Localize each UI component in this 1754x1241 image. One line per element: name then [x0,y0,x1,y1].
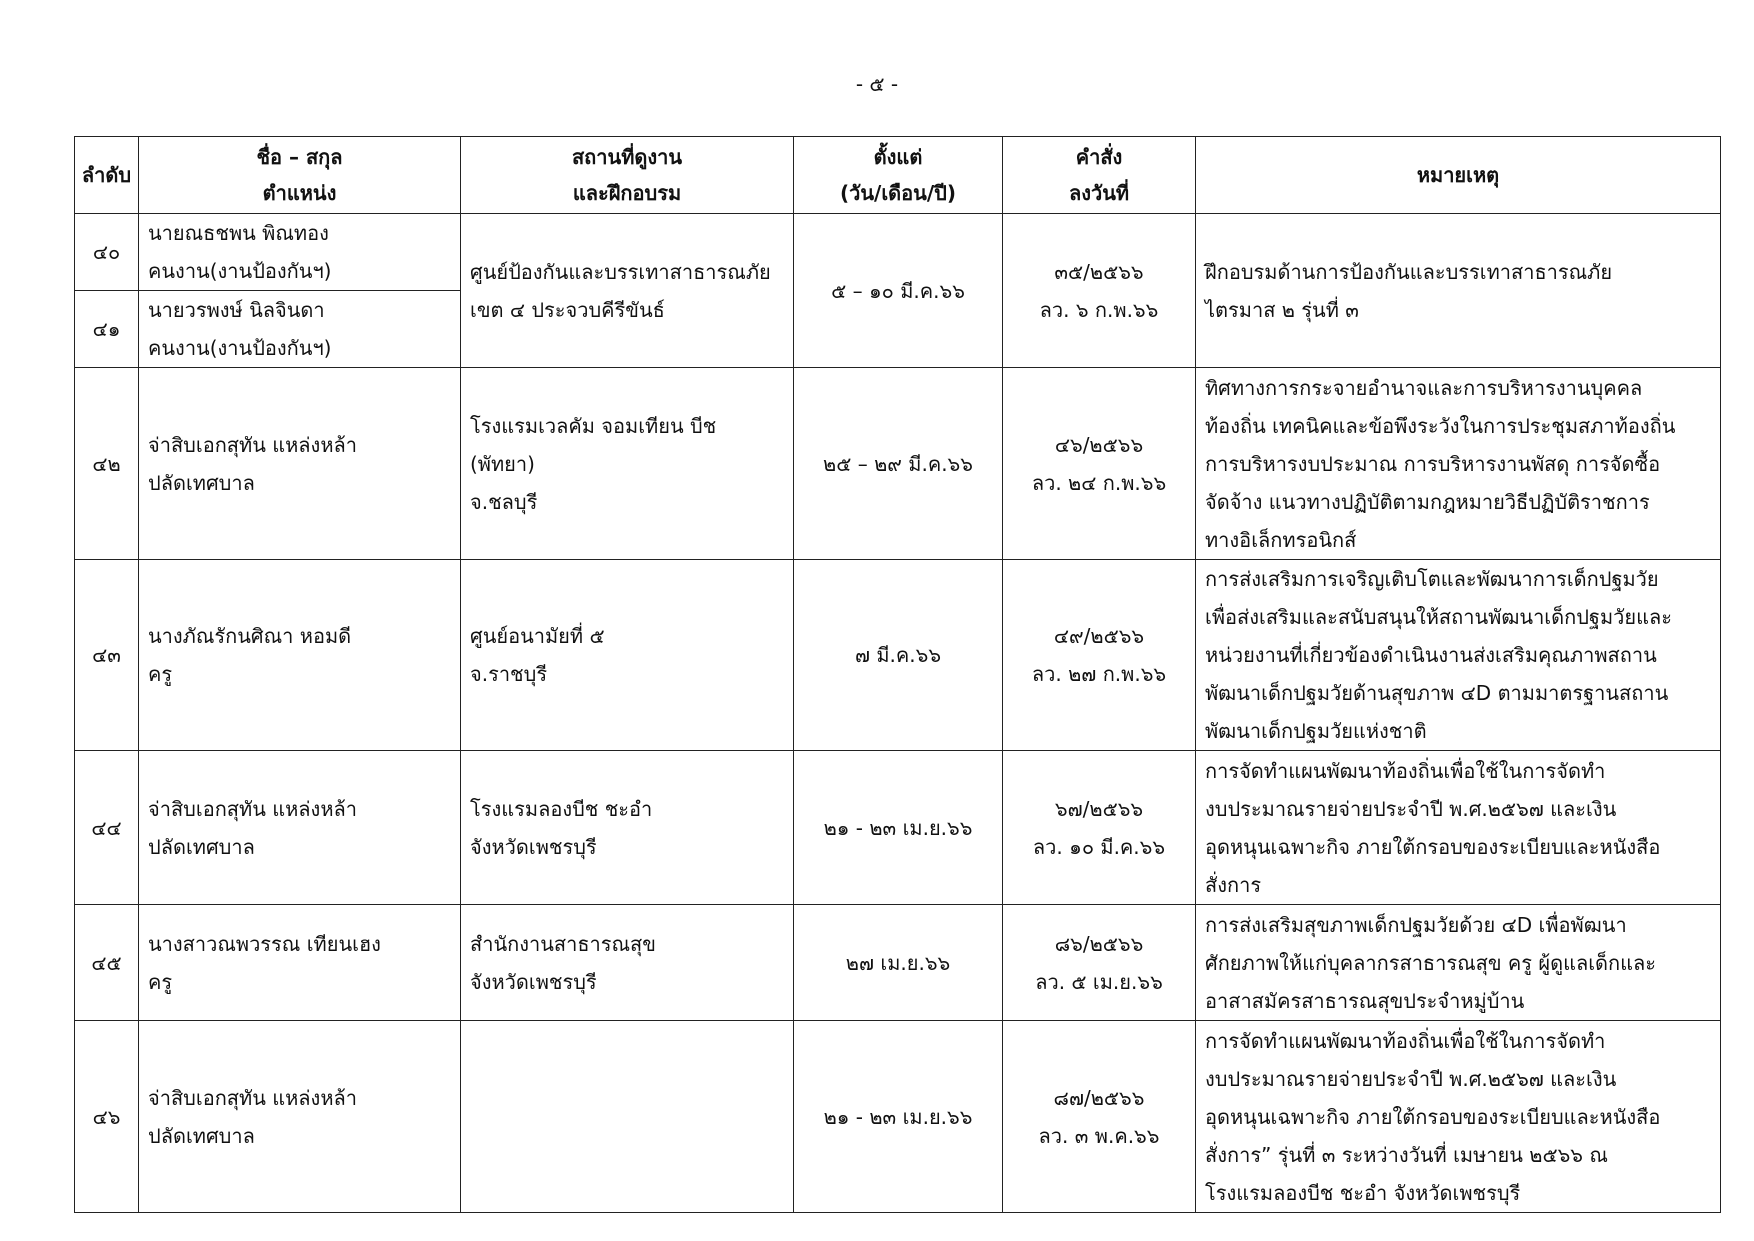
date-cell: ๒๑ - ๒๓ เม.ย.๖๖ [794,1021,1003,1213]
row-number: ๔๓ [75,560,139,751]
person-position: คนงาน(งานป้องกันฯ) [148,336,332,360]
table-header-row [75,137,1721,214]
table-row [75,560,1721,751]
header-date: ตั้งแต่ (วัน/เดือน/ปี) [794,137,1003,214]
remark-cell: ทิศทางการกระจายอำนาจและการบริหารงานบุคคล ท้องถิ่น เทคนิคและข้อพึงระวังในการประชุมสภาท้องถิ่น การบริหารงบประมาณ การบริหารงานพัสดุ การจัดซื้อ จัดจ้าง แนวทางปฏิบัติตามกฎหมายวิธีปฏิบัติราชการ ทางอิเล็กทรอนิกส์ [1196,368,1721,560]
date-cell: ๗ มี.ค.๖๖ [794,560,1003,751]
date-cell: ๒๑ - ๒๓ เม.ย.๖๖ [794,751,1003,905]
person-position: ปลัดเทศบาล [148,1123,255,1148]
person-name: นางสาวณพวรรณ เทียนเฮง [148,931,381,956]
table-row [75,1021,1721,1213]
training-table [74,136,1721,1213]
header-name-position: ชื่อ – สกุล ตำแหน่ง [139,137,461,214]
person-name: จ่าสิบเอกสุทัน แหล่งหล้า [148,796,357,821]
remark-cell: ฝึกอบรมด้านการป้องกันและบรรเทาสาธารณภัย ไตรมาส ๒ รุ่นที่ ๓ [1196,214,1721,368]
name-position-cell [139,751,461,905]
order-cell: ๓๕/๒๕๖๖ ลว. ๖ ก.พ.๖๖ [1003,214,1196,368]
row-number: ๔๖ [75,1021,139,1213]
order-cell: ๘๗/๒๕๖๖ ลว. ๓ พ.ค.๖๖ [1003,1021,1196,1213]
place-cell: โรงแรมเวลคัม จอมเทียน บีช (พัทยา) จ.ชลบุรี [461,368,794,560]
name-position-cell [139,291,461,368]
order-cell: ๔๙/๒๕๖๖ ลว. ๒๗ ก.พ.๖๖ [1003,560,1196,751]
person-name: จ่าสิบเอกสุทัน แหล่งหล้า [148,1085,357,1110]
person-name: จ่าสิบเอกสุทัน แหล่งหล้า [148,432,357,457]
place-cell: โรงแรมลองบีช ชะอำ จังหวัดเพชรบุรี [461,751,794,905]
date-cell: ๒๕ – ๒๙ มี.ค.๖๖ [794,368,1003,560]
table-row [75,214,1721,291]
header-order: คำสั่ง ลงวันที่ [1003,137,1196,214]
place-cell: ศูนย์อนามัยที่ ๕ จ.ราชบุรี [461,560,794,751]
header-remark: หมายเหตุ [1196,137,1721,214]
table-row [75,905,1721,1021]
page-number: - ๕ - [855,72,899,96]
name-position-cell [139,560,461,751]
header-no: ลำดับ [75,137,139,214]
header-place: สถานที่ดูงาน และฝึกอบรม [461,137,794,214]
name-position-cell [139,368,461,560]
place-cell: สำนักงานสาธารณสุข จังหวัดเพชรบุรี [461,905,794,1021]
remark-cell: การส่งเสริมสุขภาพเด็กปฐมวัยด้วย ๔D เพื่อพัฒนา ศักยภาพให้แก่บุคลากรสาธารณสุข ครู ผู้ดูแลเด็กและ อาสาสมัครสาธารณสุขประจำหมู่บ้าน [1196,905,1721,1021]
person-name: นายณธชพน พิณทอง [148,221,329,245]
table-row [75,368,1721,560]
remark-cell: การส่งเสริมการเจริญเติบโตและพัฒนาการเด็กปฐมวัย เพื่อส่งเสริมและสนับสนุนให้สถานพัฒนาเด็กปฐมวัยและ หน่วยงานที่เกี่ยวข้องดำเนินงานส่งเสริมคุณภาพสถาน พัฒนาเด็กปฐมวัยด้านสุขภาพ ๔D ตามมาตรฐานสถาน พัฒนาเด็กปฐมวัยแห่งชาติ [1196,560,1721,751]
name-position-cell [139,1021,461,1213]
name-position-cell [139,905,461,1021]
order-cell: ๖๗/๒๕๖๖ ลว. ๑๐ มี.ค.๖๖ [1003,751,1196,905]
person-position: คนงาน(งานป้องกันฯ) [148,259,332,283]
remark-cell: การจัดทำแผนพัฒนาท้องถิ่นเพื่อใช้ในการจัดทำ งบประมาณรายจ่ายประจำปี พ.ศ.๒๕๖๗ และเงิน อุดหนุนเฉพาะกิจ ภายใต้กรอบของระเบียบและหนังสือ สั่งการ [1196,751,1721,905]
place-cell [461,1021,794,1213]
remark-cell: การจัดทำแผนพัฒนาท้องถิ่นเพื่อใช้ในการจัดทำ งบประมาณรายจ่ายประจำปี พ.ศ.๒๕๖๗ และเงิน อุดหนุนเฉพาะกิจ ภายใต้กรอบของระเบียบและหนังสือ สั่งการ” รุ่นที่ ๓ ระหว่างวันที่ เมษายน ๒๕๖๖ ณ โรงแรมลองบีช ชะอำ จังหวัดเพชรบุรี [1196,1021,1721,1213]
row-number: ๔๕ [75,905,139,1021]
row-number: ๔๐ [75,214,139,291]
person-name: นางภัณรักนศิณา หอมดี [148,624,352,648]
person-position: ครู [148,662,173,686]
row-number: ๔๔ [75,751,139,905]
name-position-cell [139,214,461,291]
order-cell: ๔๖/๒๕๖๖ ลว. ๒๔ ก.พ.๖๖ [1003,368,1196,560]
table-row [75,751,1721,905]
person-name: นายวรพงษ์ นิลจินดา [148,298,325,322]
person-position: ครู [148,969,173,994]
person-position: ปลัดเทศบาล [148,834,255,859]
date-cell: ๕ – ๑๐ มี.ค.๖๖ [794,214,1003,368]
row-number: ๔๑ [75,291,139,368]
order-cell: ๘๖/๒๕๖๖ ลว. ๕ เม.ย.๖๖ [1003,905,1196,1021]
row-number: ๔๒ [75,368,139,560]
place-cell: ศูนย์ป้องกันและบรรเทาสาธารณภัย เขต ๔ ประจวบคีรีขันธ์ [461,214,794,368]
date-cell: ๒๗ เม.ย.๖๖ [794,905,1003,1021]
person-position: ปลัดเทศบาล [148,470,255,495]
